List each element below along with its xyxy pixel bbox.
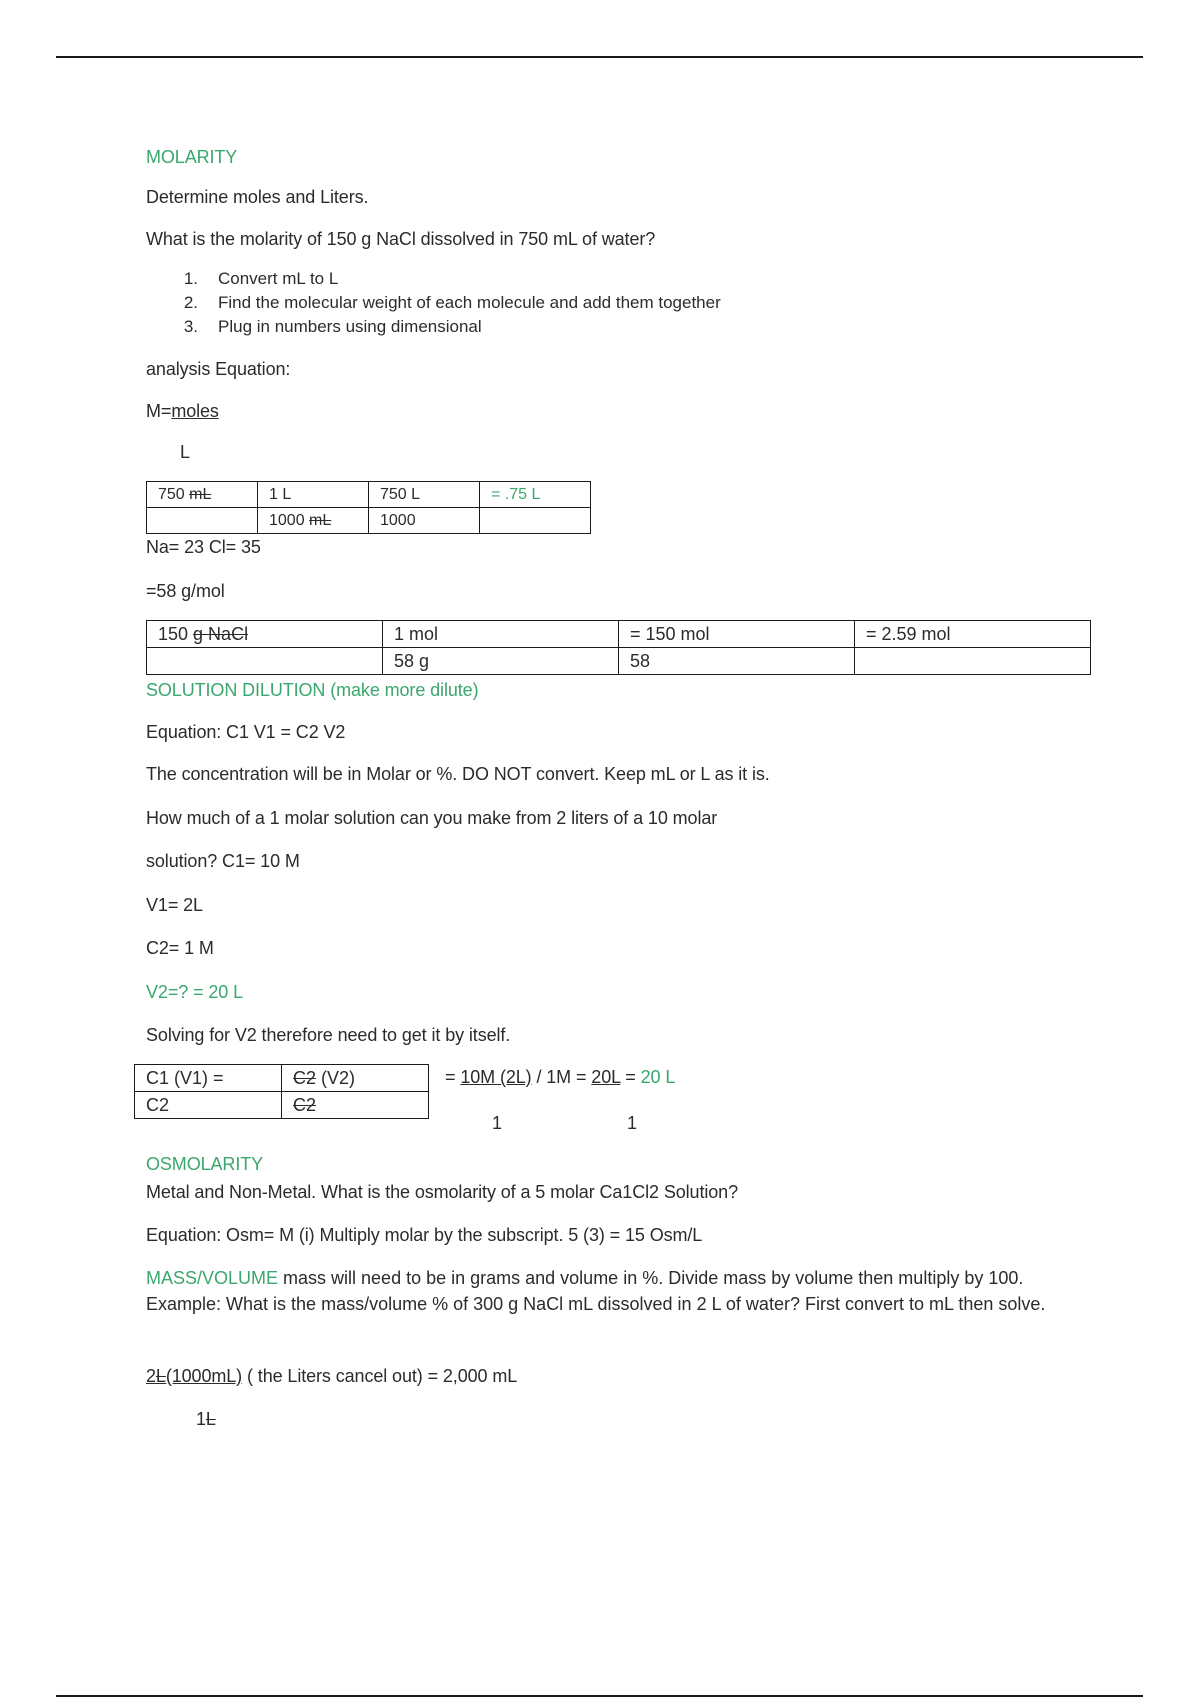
table-cell: C2 (V2) — [282, 1065, 429, 1092]
table-cell — [855, 648, 1091, 675]
table-row — [147, 648, 1091, 675]
table-cell: = .75 L — [480, 482, 591, 508]
table-cell: C1 (V1) = — [135, 1065, 282, 1092]
table-cell: 1 mol — [383, 621, 619, 648]
table-cell: 150 g NaCl — [147, 621, 383, 648]
table-cell: 750 L — [369, 482, 480, 508]
table-row — [147, 482, 591, 508]
molarity-question: What is the molarity of 150 g NaCl dissolved in 750 mL of water? — [146, 229, 656, 249]
table-cell — [147, 508, 258, 534]
steps-list — [146, 267, 721, 339]
table-row — [135, 1092, 429, 1119]
table-cell: C2 — [135, 1092, 282, 1119]
table-cell: = 2.59 mol — [855, 621, 1091, 648]
table-cell — [147, 648, 383, 675]
dilution-equation: Equation: C1 V1 = C2 V2 — [146, 722, 346, 742]
list-item: 3. Plug in numbers using dimensional — [183, 317, 482, 336]
solving-note: Solving for V2 therefore need to get it by itself. — [146, 1025, 511, 1045]
table-cell: 750 mL — [147, 482, 258, 508]
table-row — [147, 508, 591, 534]
table-cell: 58 g — [383, 648, 619, 675]
osmolarity-heading: OSMOLARITY — [146, 1154, 264, 1174]
atomic-weights: Na= 23 Cl= 35 — [146, 537, 261, 557]
table-cell: 1000 — [369, 508, 480, 534]
table-cell: 1000 mL — [258, 508, 369, 534]
osmolarity-question: Metal and Non-Metal. What is the osmolarity of a 5 molar Ca1Cl2 Solution? — [146, 1182, 738, 1202]
v1-value: V1= 2L — [146, 895, 203, 915]
bottom-rule — [56, 1695, 1143, 1697]
analysis-label: analysis Equation: — [146, 359, 291, 379]
dilution-question-line2: solution? C1= 10 M — [146, 851, 300, 871]
table-cell: 1 L — [258, 482, 369, 508]
calc-denominator-1: 1 — [492, 1113, 502, 1133]
formula-denominator: L — [180, 442, 190, 462]
table-row — [147, 621, 1091, 648]
dilution-question-line1: How much of a 1 molar solution can you make from 2 liters of a 10 molar — [146, 808, 718, 828]
molarity-formula: M=moles — [146, 401, 219, 421]
conversion-denominator: 1L — [196, 1409, 216, 1429]
table-cell: = 150 mol — [619, 621, 855, 648]
list-item: 1. Convert mL to L — [183, 269, 339, 288]
conversion-table — [146, 481, 591, 534]
dilution-note: The concentration will be in Molar or %. DO NOT convert. Keep mL or L as it is. — [146, 764, 770, 784]
table-cell: C2 — [282, 1092, 429, 1119]
dilution-heading: SOLUTION DILUTION (make more dilute) — [146, 680, 479, 700]
table-cell: 58 — [619, 648, 855, 675]
molarity-heading: MOLARITY — [146, 147, 238, 167]
molarity-intro: Determine moles and Liters. — [146, 187, 369, 207]
v2-value: V2=? = 20 L — [146, 982, 243, 1002]
calc-denominator-2: 1 — [627, 1113, 637, 1133]
osmolarity-equation: Equation: Osm= M (i) Multiply molar by the subscript. 5 (3) = 15 Osm/L — [146, 1225, 703, 1245]
molar-mass: =58 g/mol — [146, 581, 225, 601]
mass-volume-paragraph: MASS/VOLUME mass will need to be in grams and volume in %. Divide mass by volume then multiply by 100. Example: What is the mass/volume % of 300 g NaCl mL dissolved in 2 L of water? First convert to mL then solve. — [146, 1268, 1046, 1314]
top-rule — [56, 56, 1143, 58]
mole-table — [146, 620, 1091, 675]
mass-volume-conversion: 2L(1000mL) ( the Liters cancel out) = 2,000 mL — [146, 1366, 518, 1386]
table-cell — [480, 508, 591, 534]
list-item: 2. Find the molecular weight of each molecule and add them together — [183, 293, 721, 312]
c2-value: C2= 1 M — [146, 938, 214, 958]
solve-table — [134, 1064, 429, 1119]
table-row — [135, 1065, 429, 1092]
dilution-calculation: = 10M (2L) / 1M = 20L = 20 L — [445, 1067, 676, 1087]
